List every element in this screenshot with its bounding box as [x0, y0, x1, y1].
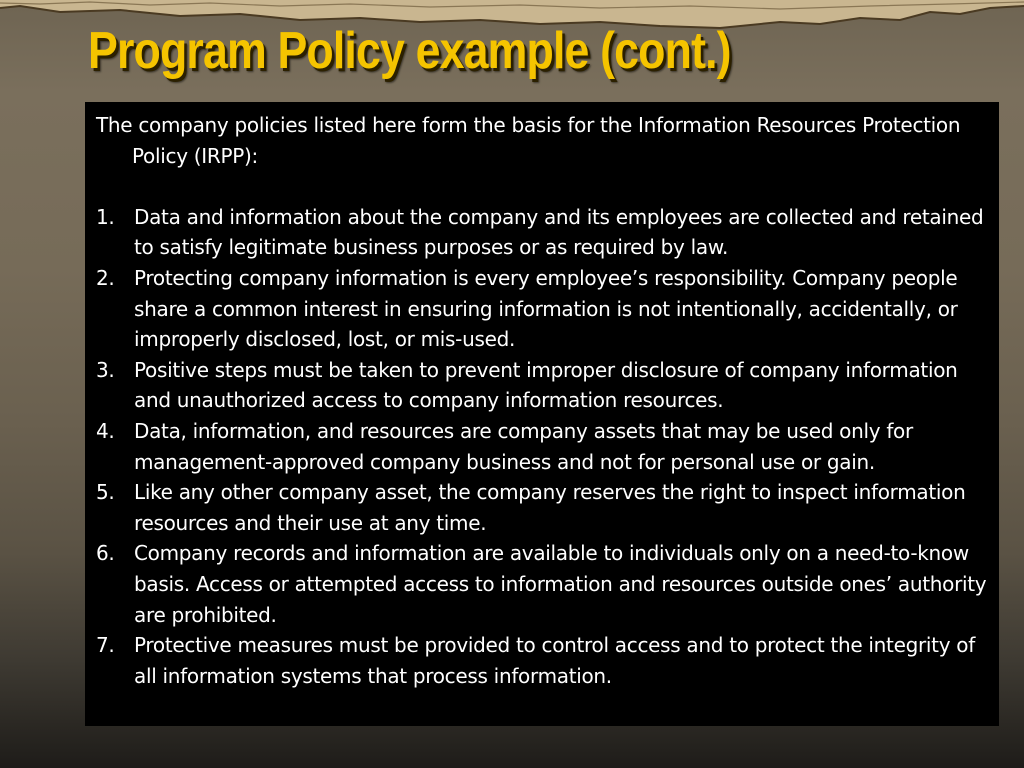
policy-text: Like any other company asset, the company reserves the right to inspect information resources and their use at any time.	[134, 480, 966, 535]
policy-number: 2.	[96, 265, 115, 290]
policy-item	[96, 355, 989, 416]
policy-text: Data, information, and resources are company assets that may be used only for management-approved company business and not for personal use or gain.	[134, 418, 913, 474]
policy-list	[96, 202, 989, 692]
intro-text: The company policies listed here form the basis for the Information Resources Protection Policy (IRPP):	[96, 113, 961, 168]
policy-item	[96, 416, 989, 477]
policy-item	[96, 202, 989, 263]
slide-title: Program Policy example (cont.)	[88, 22, 731, 80]
policy-text: Positive steps must be taken to prevent improper disclosure of company information and unauthorized access to company information resources.	[134, 357, 958, 413]
policy-number: 1.	[96, 204, 115, 229]
policy-number: 6.	[96, 541, 115, 566]
policy-content-box	[85, 102, 999, 726]
policy-number: 3.	[96, 357, 115, 382]
policy-text: Company records and information are available to individuals only on a need-to-know basis. Access or attempted access to information and resources outside ones’ authority are prohibited.	[134, 541, 987, 627]
policy-item	[96, 477, 989, 538]
policy-number: 4.	[96, 418, 115, 443]
policy-item	[96, 538, 989, 630]
policy-item	[96, 630, 989, 691]
policy-number: 7.	[96, 633, 115, 658]
blank-line	[96, 171, 989, 202]
policy-item	[96, 263, 989, 355]
policy-text: Protecting company information is every employee’s responsibility. Company people share a common interest in ensuring information is not intentionally, accidentally, or improperly disclosed, lost, or mis-used.	[134, 265, 958, 352]
policy-text: Data and information about the company and its employees are collected and retained to satisfy legitimate business purposes or as required by law.	[134, 204, 984, 260]
policy-text: Protective measures must be provided to control access and to protect the integrity of all information systems that process information.	[134, 633, 975, 688]
policy-number: 5.	[96, 480, 115, 505]
